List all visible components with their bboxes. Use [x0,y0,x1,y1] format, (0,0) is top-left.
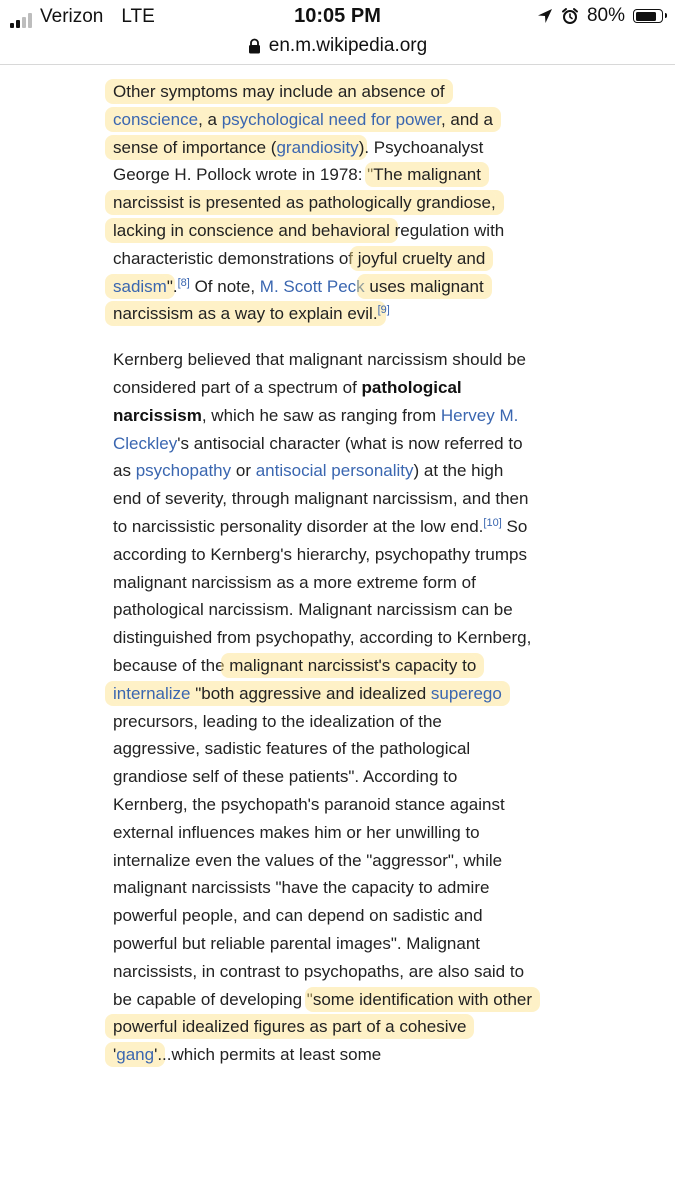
text-run: malignant narcissist's capacity to [229,655,477,675]
text-run: some identification with other powerful idealized figures as part of a cohesive ' [113,989,533,1065]
text-run: ...which permits at least some [157,1045,382,1065]
article-content [113,78,533,1087]
text-run: Kernberg believed that malignant narcissism should be considered part of a spectrum of [113,350,526,397]
reference-8[interactable]: [8] [177,276,190,289]
text-run: ". [166,276,178,296]
text-run: 's antisocial character (what is now referred to as [113,433,523,481]
text-run: , and a sense of importance ( [113,109,493,157]
text-run: ). Psychoanalyst George H. Pollock wrote in 1978: " [113,137,484,185]
link-gang[interactable]: gang [116,1045,155,1065]
link-psychopathy[interactable]: psychopathy [135,461,232,481]
text-run: Other symptoms may include an absence of [113,82,445,101]
text-run: , which he saw as ranging from [201,405,441,425]
status-right [537,5,663,27]
text-run: Of note, [189,276,260,296]
link-m-scott-peck[interactable]: M. Scott Peck [259,276,365,296]
alarm-clock-icon [561,7,579,25]
reference-9[interactable]: [9] [377,304,390,317]
text-run: So according to Kernberg's hierarchy, psychopathy trumps malignant narcissism as a more extreme form of pathological narcissism. Malignant narcissism can be distinguished from psychopathy, according to Kernberg, because of the [113,516,532,675]
link-conscience[interactable]: conscience [113,109,199,129]
lock-icon [248,38,261,54]
text-run: precursors, leading to the idealization of the aggressive, sadistic features of the pathological grandiose self of these patients". According to Kernberg, the psychopath's paranoid stance against external influences makes him or her unwilling to internalize even the values of the "aggressor", while malignant narcissists "have the capacity to admire powerful people, and can depend on sadistic and powerful but reliable parental images". Malignant narcissists, in contrast to psychopaths, are also said to be capable of developing " [113,711,525,1009]
link-superego[interactable]: superego [430,683,502,703]
text-run: , a [198,109,222,129]
address-bar[interactable] [0,32,675,60]
carrier-name: Verizon [40,6,104,27]
text-run: regulation with characteristic demonstrations of [113,220,505,268]
text-run: or [231,461,256,481]
link-internalize[interactable]: internalize [113,683,191,703]
url-text: en.m.wikipedia.org [268,35,428,56]
link-sadism[interactable]: sadism [113,276,167,296]
paragraph-kernberg [113,346,533,1069]
bold-term: pathological narcissism [113,377,462,425]
location-arrow-icon [537,8,553,24]
paragraph-symptoms [113,78,533,328]
text-run: uses malignant narcissism as a way to [113,276,484,324]
text-run: "both aggressive and idealized [190,683,431,703]
network-type: LTE [121,6,155,27]
link-hervey-cleckley[interactable]: Hervey M. Cleckley [113,405,519,453]
text-run: The malignant narcissist is presented as pathologically grandiose, lacking in conscience and behavioral [113,165,496,240]
link-grandiosity[interactable]: grandiosity [276,137,359,157]
text-run: ' [154,1045,158,1065]
toolbar-divider [0,64,675,65]
reference-10[interactable]: [10] [483,516,502,529]
status-time: 10:05 PM [294,5,381,27]
battery-percentage: 80% [586,5,625,26]
link-psychological-need-for-power[interactable]: psychological need for power [221,109,441,129]
text-run: joyful cruelty and [357,248,486,268]
link-antisocial-personality[interactable]: antisocial personality [255,461,414,481]
text-run: explain evil. [288,304,378,324]
status-bar [0,0,675,34]
battery-icon [633,9,663,23]
text-run: ) at the high end of severity, through malignant narcissism, and then to narcissistic personality disorder at the low end. [113,461,529,536]
